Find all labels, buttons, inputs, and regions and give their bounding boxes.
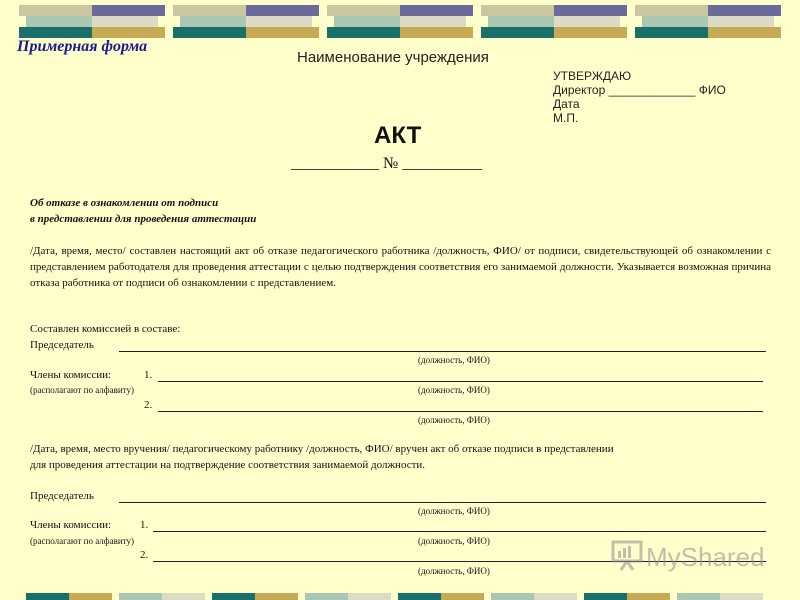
sample-form-label: Примерная форма (17, 38, 148, 55)
band-block (327, 5, 473, 38)
subject-line-1: Об отказе в ознакомлении от подписи (30, 197, 219, 209)
band-block (19, 5, 165, 38)
band-block (305, 593, 391, 600)
date-line: Дата (553, 97, 580, 111)
act-body-paragraph: /Дата, время, место/ составлен настоящий акт об отказе педагогического работника /должность, ФИО/ от подписи, свидетельствующей об ознакомлении с представлением работодателя для проведения аттестации с целью подтверждения соответствия его занимаемой должности. Указывается возможная причина отказа работника от подписи об ознакомлении с представлением. (30, 245, 771, 289)
presentation-board-icon (610, 538, 644, 577)
position-fio-caption: (должность, ФИО) (418, 506, 490, 516)
member-number-2: 2. (144, 399, 153, 411)
member-number-1: 1. (140, 519, 149, 531)
position-fio-caption: (должность, ФИО) (418, 355, 490, 365)
band-block (635, 5, 781, 38)
seal-line: М.П. (553, 111, 579, 125)
chairman-label: Председатель (30, 490, 94, 502)
member-2-signature-line (158, 411, 763, 412)
band-block (173, 5, 319, 38)
watermark-logo (610, 538, 765, 577)
band-block (398, 593, 484, 600)
position-fio-caption: (должность, ФИО) (418, 566, 490, 576)
delivery-paragraph-line-2: для проведения аттестации на подтверждение соответствия занимаемой должности. (30, 459, 426, 471)
alphabetical-note: (располагают по алфавиту) (30, 536, 134, 546)
chairman-label: Председатель (30, 339, 94, 351)
position-fio-caption: (должность, ФИО) (418, 385, 490, 395)
band-block (119, 593, 205, 600)
bottom-decorative-band (26, 593, 781, 600)
subject-line-2: в представлении для проведения аттестации (30, 213, 257, 225)
member-1-signature-line (158, 381, 763, 382)
alphabetical-note: (располагают по алфавиту) (30, 385, 134, 395)
approval-block (553, 69, 726, 125)
top-decorative-band (19, 5, 781, 38)
members-label: Члены комиссии: (30, 519, 112, 531)
institution-name: Наименование учреждения (297, 49, 489, 66)
member-number-2: 2. (140, 549, 149, 561)
chairman-signature-line (119, 502, 766, 503)
band-block (212, 593, 298, 600)
delivery-paragraph-line-1: /Дата, время, место вручения/ педагогическому работнику /должность, ФИО/ вручен акт об отказе подписи в представлении (30, 443, 614, 455)
band-block (584, 593, 670, 600)
member-number-1: 1. (144, 369, 153, 381)
member-1-signature-line (153, 531, 766, 532)
band-block (26, 593, 112, 600)
act-title: АКТ (374, 122, 422, 149)
band-block (491, 593, 577, 600)
position-fio-caption: (должность, ФИО) (418, 415, 490, 425)
position-fio-caption: (должность, ФИО) (418, 536, 490, 546)
members-label: Члены комиссии: (30, 369, 112, 381)
act-subject (30, 195, 256, 227)
commission-intro: Составлен комиссией в составе: (30, 323, 181, 335)
watermark-text: MyShared (646, 542, 765, 572)
director-line: Директор _____________ ФИО (553, 83, 726, 97)
approve-heading: УТВЕРЖДАЮ (553, 69, 632, 83)
band-block (677, 593, 763, 600)
band-block (481, 5, 627, 38)
chairman-signature-line (119, 351, 766, 352)
act-number-line: ___________ № __________ (291, 155, 483, 172)
